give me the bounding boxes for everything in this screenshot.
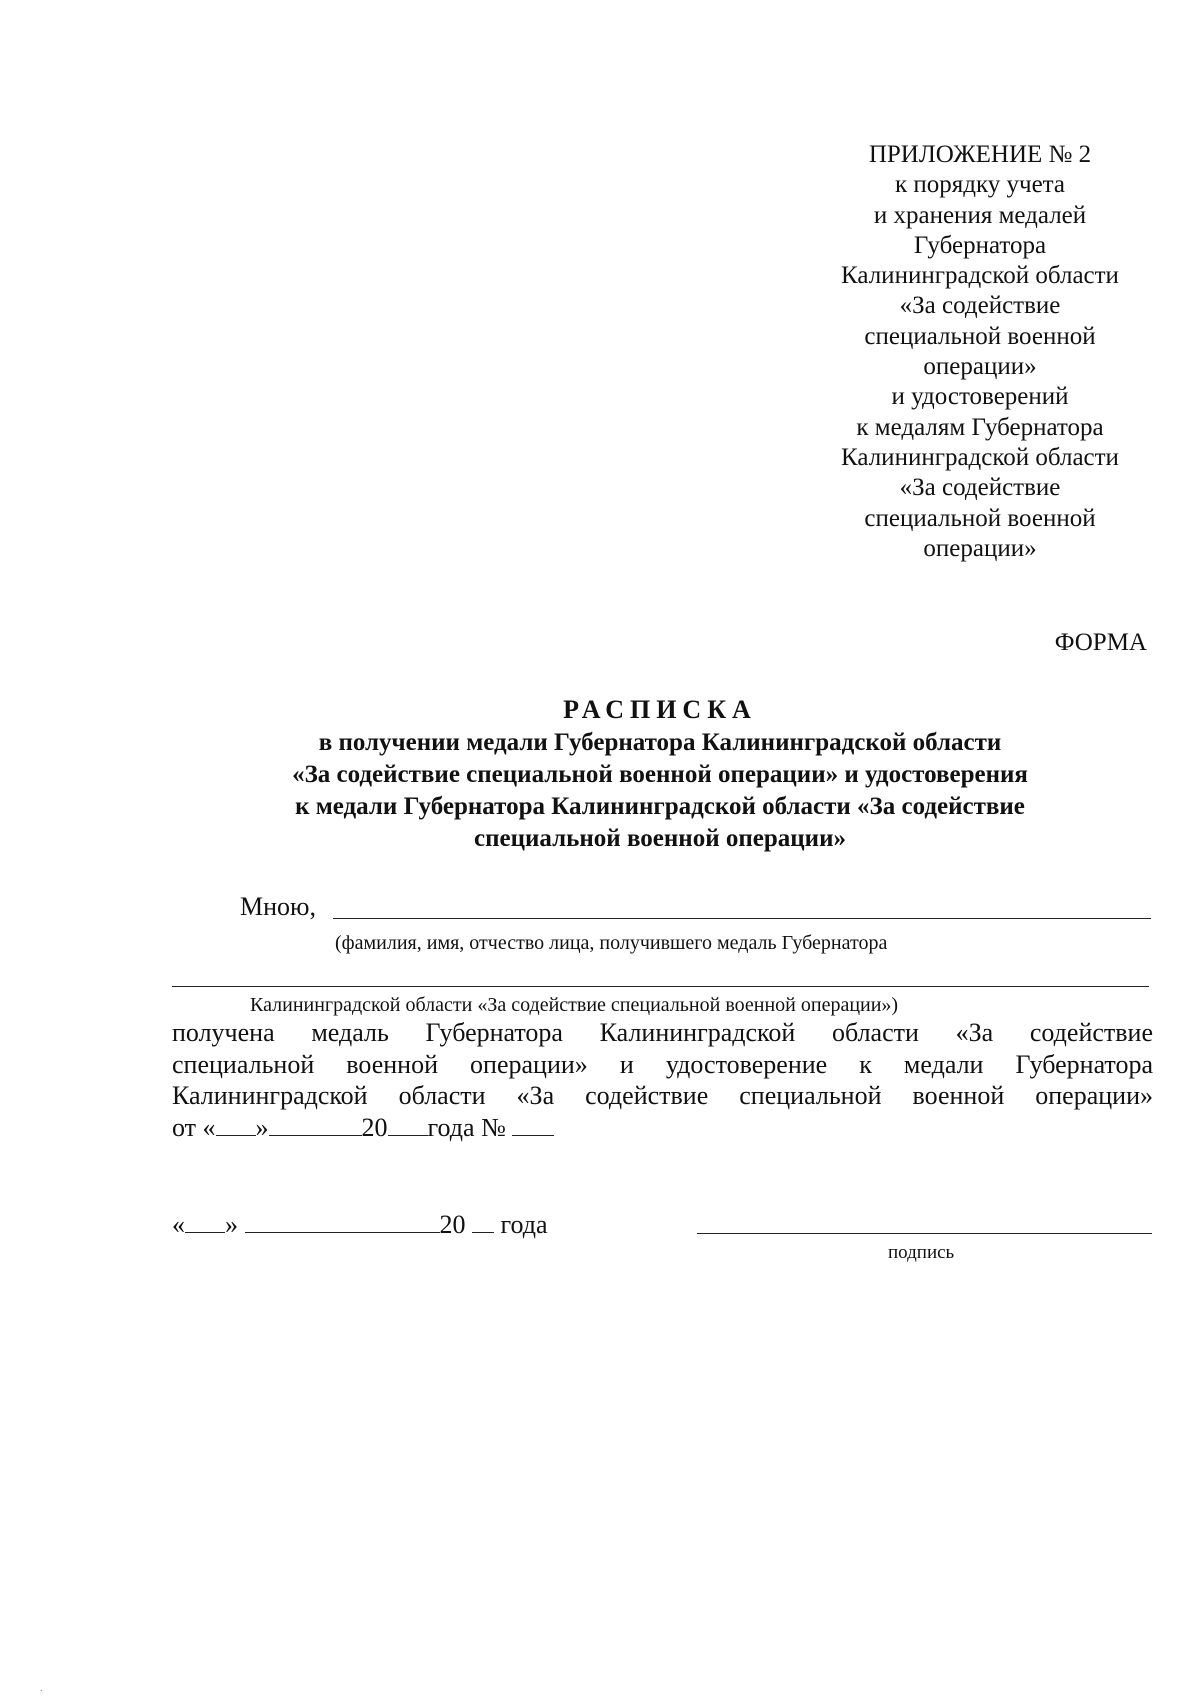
- body-line: Калининградской области «За содействие специальной военной операции»: [172, 1081, 1153, 1110]
- subtitle-line: в получении медали Губернатора Калининградской области: [318, 729, 1002, 756]
- subtitle-line: специальной военной операции»: [474, 825, 846, 852]
- recipient-name-line-2[interactable]: [172, 986, 1149, 987]
- appendix-header: [780, 140, 1180, 564]
- appendix-line: Калининградской области: [841, 262, 1119, 290]
- sign-open-quote: «: [172, 1210, 185, 1239]
- appendix-line: операции»: [923, 353, 1037, 381]
- document-title: РАСПИСКА: [563, 695, 757, 724]
- subtitle-line: к медали Губернатора Калининградской области «За содействие: [295, 793, 1025, 820]
- recipient-name-line[interactable]: [333, 918, 1151, 919]
- form-label: ФОРМА: [1054, 629, 1147, 656]
- appendix-line: и хранения медалей: [873, 201, 1087, 229]
- sign-year-suffix: года: [500, 1210, 548, 1239]
- body-line: получена медаль Губернатора Калининградской области «За содействие: [172, 1018, 1153, 1047]
- appendix-line: к порядку учета: [894, 171, 1066, 199]
- appendix-line: и удостоверений: [891, 383, 1069, 411]
- signature-date-row: [172, 1210, 548, 1240]
- appendix-line: Калининградской области: [841, 443, 1119, 471]
- appendix-line: к медалям Губернатора: [856, 413, 1104, 441]
- appendix-line: «За содействие: [899, 292, 1061, 320]
- signature-label: подпись: [888, 1242, 955, 1263]
- title-block: [160, 693, 1160, 855]
- recipient-hint-line1: (фамилия, имя, отчество лица, получившего медаль Губернатора: [335, 932, 888, 954]
- sign-day-field[interactable]: [185, 1210, 225, 1233]
- date-open-quote: от «: [172, 1112, 216, 1142]
- recipient-prefix: Мною,: [240, 892, 316, 921]
- subtitle-line: «За содействие специальной военной операции» и удостоверения: [292, 761, 1028, 788]
- appendix-line: операции»: [923, 534, 1037, 562]
- date-close-quote: »: [255, 1112, 269, 1142]
- appendix-line: специальной военной: [864, 322, 1096, 350]
- month-field[interactable]: [269, 1113, 362, 1136]
- document-subtitle: [160, 727, 1160, 855]
- sign-close-quote: »: [225, 1210, 238, 1239]
- year-field[interactable]: [388, 1113, 428, 1136]
- body-line: специальной военной операции» и удостоверение к медали Губернатора: [172, 1049, 1153, 1079]
- appendix-line: Губернатора: [913, 231, 1047, 259]
- document-number-field[interactable]: [512, 1113, 554, 1136]
- corner-mark: .: [40, 1683, 43, 1694]
- body-date-row: [172, 1112, 1153, 1144]
- body-paragraph: [172, 1017, 1153, 1143]
- day-field[interactable]: [216, 1113, 256, 1136]
- sign-month-field[interactable]: [245, 1210, 440, 1233]
- appendix-line: специальной военной: [864, 504, 1096, 532]
- recipient-hint-line2: Калининградской области «За содействие специальной военной операции»): [250, 994, 899, 1016]
- signature-line[interactable]: [697, 1233, 1152, 1234]
- appendix-line: ПРИЛОЖЕНИЕ № 2: [868, 141, 1092, 168]
- year-prefix: 20: [361, 1112, 388, 1142]
- year-suffix-number-label: года №: [427, 1112, 506, 1142]
- sign-year-prefix: 20: [439, 1210, 466, 1239]
- sign-year-field[interactable]: [472, 1210, 494, 1233]
- appendix-line: «За содействие: [899, 474, 1061, 502]
